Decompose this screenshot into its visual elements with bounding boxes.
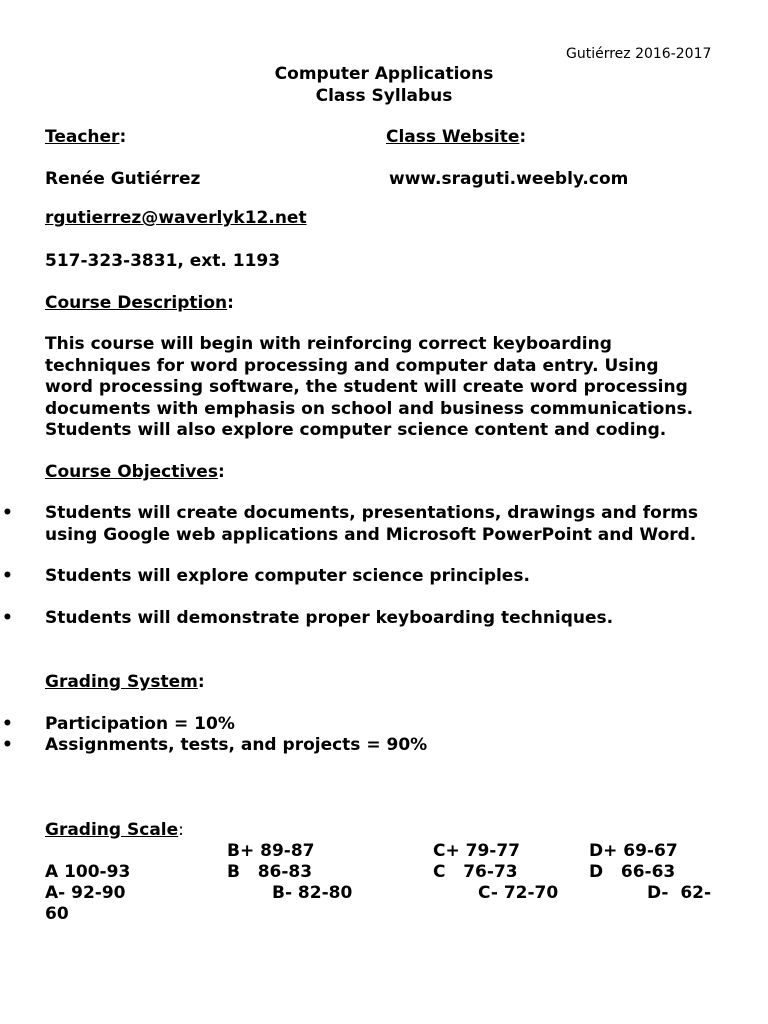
website-heading-colon: : <box>519 127 527 147</box>
grade-entry: B- 82-80 <box>272 883 353 903</box>
objectives-heading <box>45 462 225 483</box>
grade-entry: C- 72-70 <box>478 883 559 903</box>
grade-entry: B+ 89-87 <box>227 841 315 861</box>
grading-system-heading <box>45 672 205 693</box>
website-heading-text: Class Website <box>386 127 520 147</box>
description-line: word processing software, the student will create word processing <box>45 377 688 397</box>
grading-scale-heading <box>45 820 184 841</box>
objective-line: Students will explore computer science principles. <box>45 566 530 586</box>
description-paragraph <box>45 334 735 442</box>
description-heading-text: Course Description <box>45 293 228 313</box>
grade-entry: D+ 69-67 <box>589 841 678 861</box>
website-url[interactable]: www.sraguti.weebly.com <box>389 169 629 189</box>
teacher-email-link[interactable]: rgutierrez@waverlyk12.net <box>45 208 307 228</box>
bullet-icon: • <box>2 503 13 523</box>
bullet-icon: • <box>2 714 13 734</box>
teacher-phone: 517-323-3831, ext. 1193 <box>45 251 281 271</box>
grade-entry: A- 92-90 <box>45 883 126 903</box>
grading-system-heading-text: Grading System <box>45 672 198 692</box>
grade-entry: C 76-73 <box>433 862 518 882</box>
grading-scale-heading-colon: : <box>178 820 184 840</box>
bullet-icon: • <box>2 566 13 586</box>
bullet-icon: • <box>2 735 13 755</box>
grade-entry: B 86-83 <box>227 862 313 882</box>
objective-item <box>45 608 735 630</box>
description-heading <box>45 293 234 314</box>
grading-scale-heading-text: Grading Scale <box>45 820 179 840</box>
description-line: documents with emphasis on school and business communications. <box>45 398 694 419</box>
objective-item <box>45 566 735 588</box>
description-line: This course will begin with reinforcing correct keyboarding <box>45 334 612 354</box>
grade-entry: 60 <box>45 904 69 924</box>
objectives-heading-text: Course Objectives <box>45 462 218 482</box>
grading-system-heading-colon: : <box>197 672 205 692</box>
objective-line: Students will create documents, presentations, drawings and forms <box>45 503 699 523</box>
page-title: Computer Applications <box>274 64 494 84</box>
header-right: Gutiérrez 2016-2017 <box>566 46 712 62</box>
objective-item <box>45 503 735 546</box>
objective-line: Students will demonstrate proper keyboarding techniques. <box>45 608 614 628</box>
grade-entry: D- 62- <box>647 883 712 903</box>
grading-item: Assignments, tests, and projects = 90% <box>45 735 428 755</box>
description-line: Students will also explore computer science content and coding. <box>45 420 667 440</box>
grading-item: Participation = 10% <box>45 714 235 734</box>
bullet-icon: • <box>2 608 13 628</box>
objectives-heading-colon: : <box>217 462 225 482</box>
teacher-name: Renée Gutiérrez <box>45 169 201 189</box>
teacher-heading <box>45 127 126 148</box>
teacher-heading-text: Teacher <box>45 127 120 147</box>
website-heading <box>386 127 526 148</box>
grade-entry: C+ 79-77 <box>433 841 521 861</box>
teacher-heading-colon: : <box>119 127 127 147</box>
description-line: techniques for word processing and computer data entry. Using <box>45 355 659 376</box>
grade-entry: D 66-63 <box>589 862 676 882</box>
grade-entry: A 100-93 <box>45 862 131 882</box>
objective-line: using Google web applications and Microsoft PowerPoint and Word. <box>45 524 697 545</box>
page-subtitle: Class Syllabus <box>315 86 453 106</box>
description-heading-colon: : <box>227 293 234 313</box>
